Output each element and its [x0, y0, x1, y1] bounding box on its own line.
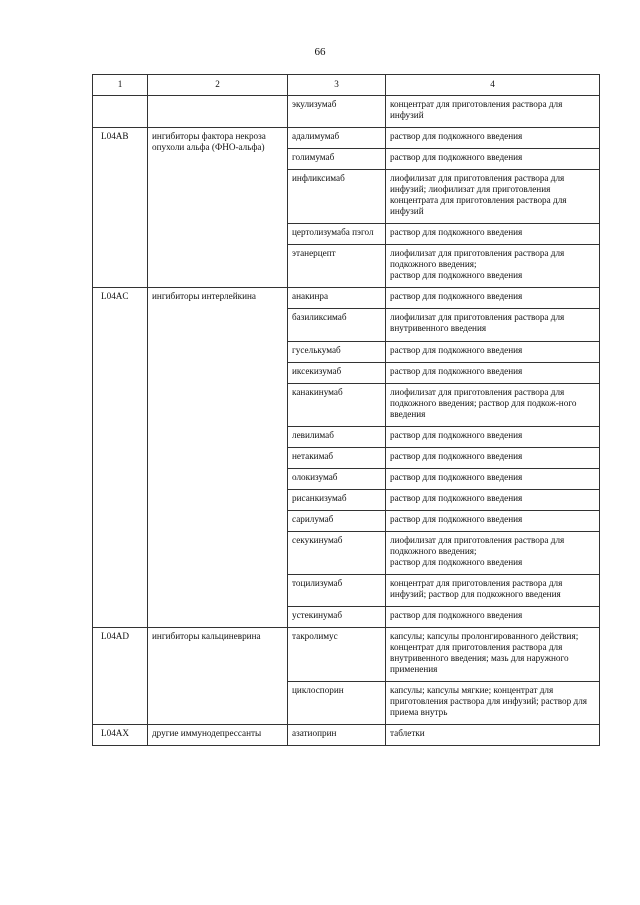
drug-name-cell: тоцилизумаб: [288, 574, 386, 606]
dosage-form-cell: раствор для подкожного введения: [386, 288, 600, 309]
drug-name-cell: экулизумаб: [288, 96, 386, 128]
dosage-form-cell: раствор для подкожного введения: [386, 224, 600, 245]
drug-name-cell: голимумаб: [288, 149, 386, 170]
dosage-form-cell: концентрат для приготовления раствора для инфузий: [386, 96, 600, 128]
drug-name-cell: гуселькумаб: [288, 341, 386, 362]
drug-name-cell: нетакимаб: [288, 447, 386, 468]
drug-name-cell: циклоспорин: [288, 682, 386, 725]
dosage-form-cell: капсулы; капсулы пролонгированного действия; концентрат для приготовления раствора для внутривенного введения; мазь для наружного применения: [386, 628, 600, 682]
dosage-form-cell: раствор для подкожного введения: [386, 447, 600, 468]
drug-name-cell: анакинра: [288, 288, 386, 309]
table-row: [93, 288, 600, 309]
table-row: [93, 96, 600, 128]
group-name-cell: ингибиторы кальциневрина: [148, 628, 288, 725]
column-header-1: 1: [93, 75, 148, 96]
table-header-row: [93, 75, 600, 96]
drug-name-cell: цертолизумаба пэгол: [288, 224, 386, 245]
dosage-form-cell: раствор для подкожного введения: [386, 362, 600, 383]
column-header-4: 4: [386, 75, 600, 96]
drug-name-cell: адалимумаб: [288, 128, 386, 149]
atc-code-cell: L04AC: [93, 288, 148, 628]
drug-name-cell: устекинумаб: [288, 606, 386, 627]
drug-name-cell: рисанкизумаб: [288, 489, 386, 510]
drug-name-cell: секукинумаб: [288, 531, 386, 574]
drug-name-cell: иксекизумаб: [288, 362, 386, 383]
dosage-form-cell: раствор для подкожного введения: [386, 426, 600, 447]
dosage-form-cell: раствор для подкожного введения: [386, 606, 600, 627]
dosage-form-cell: капсулы; капсулы мягкие; концентрат для приготовления раствора для инфузий; раствор для приема внутрь: [386, 682, 600, 725]
drug-table: [92, 74, 600, 746]
dosage-form-cell: раствор для подкожного введения: [386, 510, 600, 531]
dosage-form-cell: лиофилизат для приготовления раствора для внутривенного введения: [386, 309, 600, 341]
group-name-cell: ингибиторы фактора некроза опухоли альфа (ФНО-альфа): [148, 128, 288, 288]
atc-code-cell: [93, 96, 148, 128]
table-row: [93, 725, 600, 746]
page-number: 66: [314, 46, 326, 58]
column-header-3: 3: [288, 75, 386, 96]
drug-name-cell: этанерцепт: [288, 245, 386, 288]
drug-name-cell: базиликсимаб: [288, 309, 386, 341]
drug-name-cell: олокизумаб: [288, 468, 386, 489]
dosage-form-cell: лиофилизат для приготовления раствора для подкожного введения; раствор для подкожного введения: [386, 531, 600, 574]
dosage-form-cell: раствор для подкожного введения: [386, 489, 600, 510]
atc-code-cell: L04AX: [93, 725, 148, 746]
atc-code-cell: L04AB: [93, 128, 148, 288]
dosage-form-cell: раствор для подкожного введения: [386, 341, 600, 362]
table-row: [93, 128, 600, 149]
table-row: [93, 628, 600, 682]
drug-name-cell: сарилумаб: [288, 510, 386, 531]
group-name-cell: [148, 96, 288, 128]
atc-code-cell: L04AD: [93, 628, 148, 725]
dosage-form-cell: лиофилизат для приготовления раствора для инфузий; лиофилизат для приготовления концентрата для приготовления раствора для инфузий: [386, 170, 600, 224]
dosage-form-cell: лиофилизат для приготовления раствора для подкожного введения; раствор для подкож-ного введения: [386, 383, 600, 426]
dosage-form-cell: раствор для подкожного введения: [386, 468, 600, 489]
group-name-cell: другие иммунодепрессанты: [148, 725, 288, 746]
dosage-form-cell: концентрат для приготовления раствора для инфузий; раствор для подкожного введения: [386, 574, 600, 606]
drug-name-cell: левилимаб: [288, 426, 386, 447]
dosage-form-cell: таблетки: [386, 725, 600, 746]
drug-name-cell: канакинумаб: [288, 383, 386, 426]
group-name-cell: ингибиторы интерлейкина: [148, 288, 288, 628]
table-body: [93, 96, 600, 746]
drug-name-cell: инфликсимаб: [288, 170, 386, 224]
drug-name-cell: азатиоприн: [288, 725, 386, 746]
dosage-form-cell: раствор для подкожного введения: [386, 128, 600, 149]
dosage-form-cell: раствор для подкожного введения: [386, 149, 600, 170]
drug-name-cell: такролимус: [288, 628, 386, 682]
column-header-2: 2: [148, 75, 288, 96]
dosage-form-cell: лиофилизат для приготовления раствора для подкожного введения; раствор для подкожного введения: [386, 245, 600, 288]
